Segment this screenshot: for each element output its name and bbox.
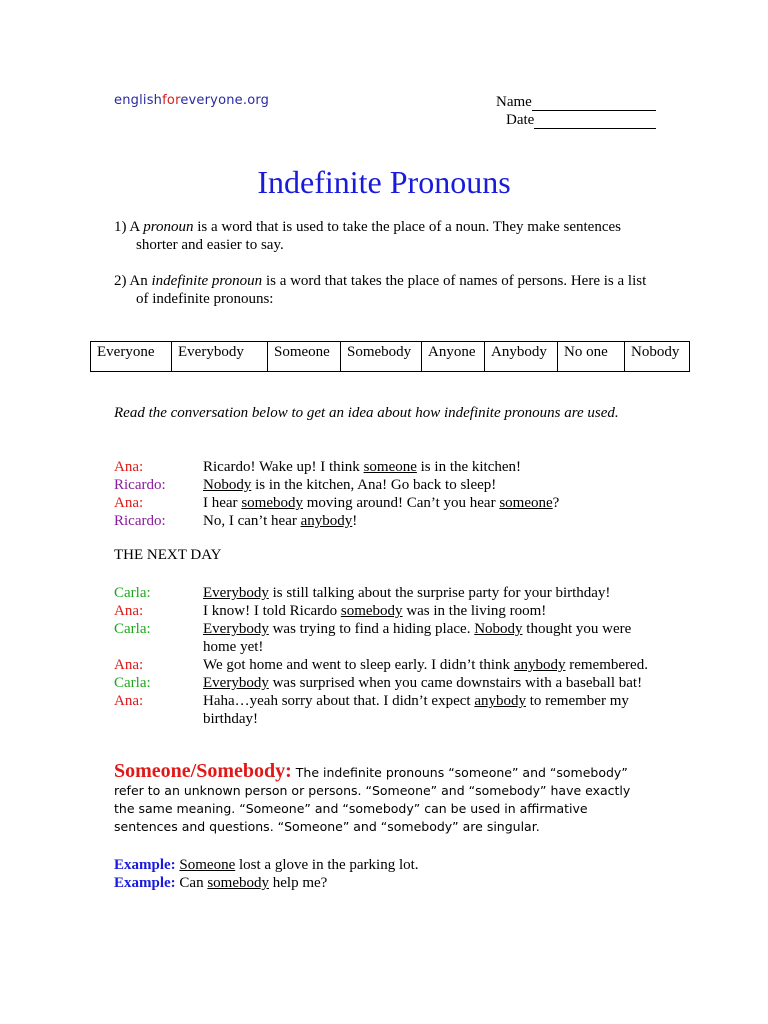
dialogue-line: [114, 656, 653, 674]
pronoun-underlined: Nobody: [203, 477, 252, 493]
section-body: The indefinite pronouns “someone” and “somebody” refer to an unknown person or persons. “Someone” and “somebody” have exactly the same meaning. “Someone” and “somebody” can be used in affirmative sentences and questions. “Someone” and “somebody” are singular.: [114, 765, 631, 834]
dialogue-text: No, I can’t hear: [203, 513, 301, 529]
dialogue-line: [114, 476, 653, 494]
dialogue-text: Haha…yeah sorry about that. I didn’t expect: [203, 693, 475, 709]
pronoun-underlined: Everybody: [203, 585, 269, 601]
speaker-label: Ricardo:: [114, 513, 166, 529]
dialogue-line: [114, 692, 653, 728]
dialogue-line: [114, 584, 653, 602]
para1-cont: shorter and easier to say.: [136, 237, 284, 253]
definition-pronoun: [114, 218, 654, 254]
pronoun-cell: Anyone: [422, 342, 485, 372]
pronoun-underlined: Everybody: [203, 621, 269, 637]
dialogue-first-night: [114, 458, 653, 530]
example-label: Example:: [114, 857, 176, 873]
speaker-label: Ana:: [114, 603, 144, 619]
dialogue-text: was trying to find a hiding place.: [268, 621, 475, 637]
speaker-label: Ana:: [114, 657, 144, 673]
pronoun-underlined: someone: [499, 495, 553, 511]
dialogue-text: was surprised when you came downstairs with a baseball bat!: [268, 675, 643, 691]
example-label: Example:: [114, 875, 176, 891]
logo-text-everyone: everyone.org: [180, 93, 270, 108]
logo-text-for: for: [162, 93, 181, 108]
definition-indefinite-pronoun: [114, 272, 654, 308]
pronoun-cell: Someone: [268, 342, 341, 372]
dialogue-line: [114, 494, 653, 512]
example-text: help me?: [269, 875, 328, 891]
dialogue-line: [114, 602, 653, 620]
date-label: Date: [506, 112, 535, 128]
logo-text-english: english: [114, 93, 163, 108]
dialogue-line: [114, 674, 653, 692]
someone-somebody-section: [114, 762, 644, 836]
dialogue-line: [114, 458, 653, 476]
dialogue-line: [114, 620, 653, 656]
speaker-label: Ana:: [114, 495, 144, 511]
pronoun-underlined: Everybody: [203, 675, 269, 691]
dialogue-text: ?: [552, 495, 560, 511]
dialogue-text: Ricardo! Wake up! I think: [203, 459, 364, 475]
dialogue-text: to remember my birthday!: [203, 693, 629, 727]
example-text: lost a glove in the parking lot.: [235, 857, 419, 873]
para2-cont: of indefinite pronouns:: [136, 291, 274, 307]
dialogue-text: !: [352, 513, 358, 529]
dialogue-text: I know! I told Ricardo: [203, 603, 341, 619]
pronoun-underlined: somebody: [340, 603, 403, 619]
dialogue-text: We got home and went to sleep early. I didn’t think: [203, 657, 514, 673]
name-date-block: [496, 93, 656, 129]
pronoun-cell: Everyone: [91, 342, 172, 372]
pronoun-underlined: Nobody: [474, 621, 523, 637]
next-day-heading: THE NEXT DAY: [114, 547, 222, 563]
pronoun-cell: Somebody: [341, 342, 422, 372]
dialogue-text: is in the kitchen, Ana! Go back to sleep!: [251, 477, 497, 493]
speaker-label: Carla:: [114, 621, 151, 637]
pronoun-underlined: anybody: [300, 513, 353, 529]
pronoun-table: [90, 341, 690, 372]
dialogue-text: was in the living room!: [402, 603, 547, 619]
pronoun-underlined: anybody: [513, 657, 566, 673]
dialogue-text: thought you were home yet!: [203, 621, 632, 655]
dialogue-next-day: [114, 584, 653, 728]
pronoun-row: [91, 342, 690, 372]
date-blank-line: [534, 114, 656, 129]
example-text: Can: [175, 875, 208, 891]
dialogue-text: I hear: [203, 495, 242, 511]
pronoun-cell: Anybody: [485, 342, 558, 372]
pronoun-underlined: anybody: [474, 693, 526, 709]
site-logo: [114, 93, 269, 108]
section-heading: Someone/Somebody:: [114, 760, 292, 782]
para1-term: pronoun: [143, 219, 194, 235]
para1-rest: is a word that is used to take the place of a noun. They make sentences: [193, 219, 621, 235]
dialogue-text: remembered.: [565, 657, 648, 673]
name-label: Name: [496, 94, 532, 110]
pronoun-underlined: someone: [363, 459, 417, 475]
dialogue-text: is still talking about the surprise party for your birthday!: [268, 585, 611, 601]
speaker-label: Ana:: [114, 693, 144, 709]
pronoun-cell: No one: [558, 342, 625, 372]
dialogue-text: moving around! Can’t you hear: [302, 495, 500, 511]
speaker-label: Carla:: [114, 675, 151, 691]
page-title: Indefinite Pronouns: [257, 164, 511, 200]
para1-prefix: 1) A: [114, 219, 144, 235]
name-blank-line: [532, 96, 656, 111]
example-line: [114, 857, 419, 874]
pronoun-underlined: somebody: [241, 495, 303, 511]
para2-prefix: 2) An: [114, 273, 152, 289]
example-line: [114, 875, 327, 892]
pronoun-underlined: somebody: [207, 875, 270, 891]
para2-rest: is a word that takes the place of names of persons. Here is a list: [262, 273, 647, 289]
speaker-label: Ricardo:: [114, 477, 166, 493]
pronoun-cell: Everybody: [172, 342, 268, 372]
para2-term: indefinite pronoun: [151, 273, 263, 289]
conversation-intro: Read the conversation below to get an idea about how indefinite pronouns are used.: [114, 405, 619, 421]
dialogue-line: [114, 512, 653, 530]
pronoun-underlined: Someone: [179, 857, 236, 873]
dialogue-text: is in the kitchen!: [416, 459, 522, 475]
speaker-label: Ana:: [114, 459, 144, 475]
pronoun-cell: Nobody: [625, 342, 690, 372]
speaker-label: Carla:: [114, 585, 151, 601]
